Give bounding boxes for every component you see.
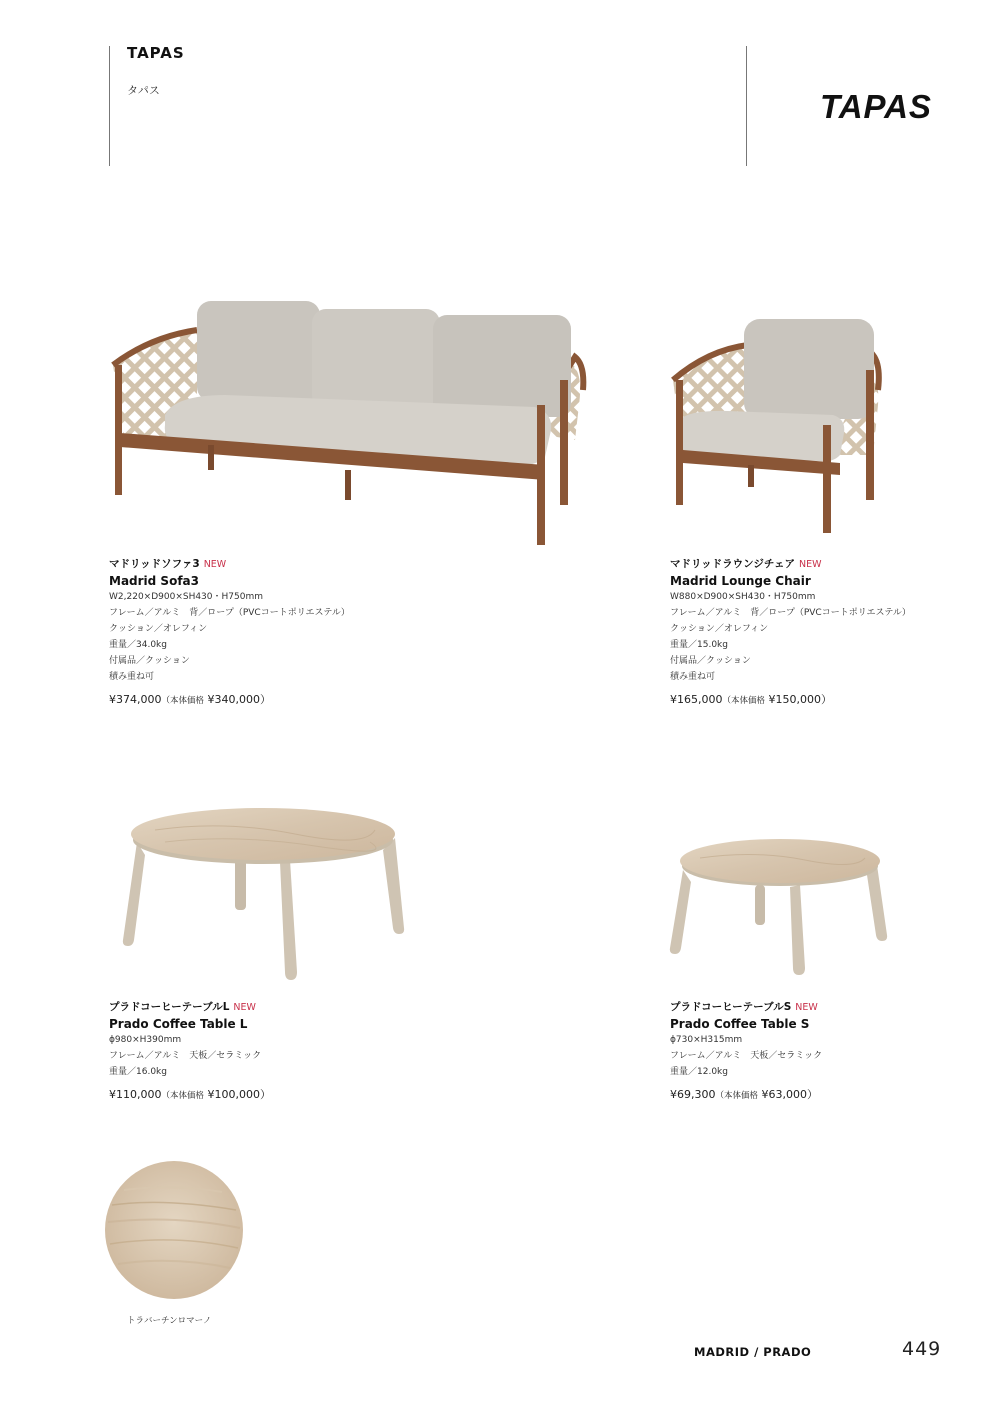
new-badge: NEW [795,1002,818,1013]
footer-section-title: MADRID / PRADO [694,1345,812,1359]
product-name-en: Prado Coffee Table L [109,1017,248,1031]
product-name-ja: マドリッドソファ3 NEW [109,558,227,570]
product-info-prado-table-l [109,1000,271,1104]
product-price: ¥110,000（本体価格 ¥100,000） [109,1088,272,1101]
product-name-en: Prado Coffee Table S [670,1017,810,1031]
spec-cushion: クッション／オレフィン [109,624,208,634]
product-price: ¥165,000（本体価格 ¥150,000） [670,693,833,706]
spec-dimensions: W880×D900×SH430・H750mm [670,592,816,602]
spec-stackable: 積み重ね可 [670,672,716,682]
spec-weight: 重量／16.0kg [109,1067,167,1077]
coffee-table-l-image [115,800,420,985]
header-rule-right [746,46,747,166]
product-name-ja: プラドコーヒーテーブルS NEW [670,1001,818,1013]
product-info-madrid-sofa3 [109,557,350,709]
page-number: 449 [902,1338,942,1360]
sofa-image [105,295,595,550]
new-badge: NEW [799,559,822,570]
spec-material: フレーム／アルミ 背／ロープ（PVCコートポリエステル） [109,608,350,618]
spec-dimensions: ϕ980×H390mm [109,1035,182,1045]
product-name-ja: マドリッドラウンジチェア NEW [670,558,822,570]
brand-kana: タパス [127,84,160,97]
product-price: ¥374,000（本体価格 ¥340,000） [109,693,272,706]
product-info-madrid-lounge-chair [670,557,911,709]
product-info-prado-table-s [670,1000,822,1104]
spec-weight: 重量／34.0kg [109,640,167,650]
spec-dimensions: W2,220×D900×SH430・H750mm [109,592,263,602]
product-name-ja: プラドコーヒーテーブルL NEW [109,1001,256,1013]
brand-logo: TAPAS [820,88,932,125]
new-badge: NEW [203,559,227,570]
spec-accessory: 付属品／クッション [670,656,751,666]
spec-material: フレーム／アルミ 天板／セラミック [109,1051,262,1061]
spec-stackable: 積み重ね可 [109,672,155,682]
spec-weight: 重量／15.0kg [670,640,728,650]
swatch-label: トラバーチンロマーノ [127,1316,212,1326]
spec-material: フレーム／アルミ 背／ロープ（PVCコートポリエステル） [670,608,911,618]
spec-material: フレーム／アルミ 天板／セラミック [670,1051,823,1061]
product-name-en: Madrid Sofa3 [109,574,199,588]
spec-weight: 重量／12.0kg [670,1067,728,1077]
header-rule-left [109,46,110,166]
spec-dimensions: ϕ730×H315mm [670,1035,743,1045]
lounge-chair-image [668,315,888,540]
product-name-en: Madrid Lounge Chair [670,574,811,588]
product-price: ¥69,300（本体価格 ¥63,000） [670,1088,819,1101]
spec-cushion: クッション／オレフィン [670,624,769,634]
coffee-table-s-image [665,830,895,980]
brand-title: TAPAS [127,44,185,62]
new-badge: NEW [233,1002,256,1013]
travertine-swatch-image [104,1160,244,1300]
spec-accessory: 付属品／クッション [109,656,190,666]
